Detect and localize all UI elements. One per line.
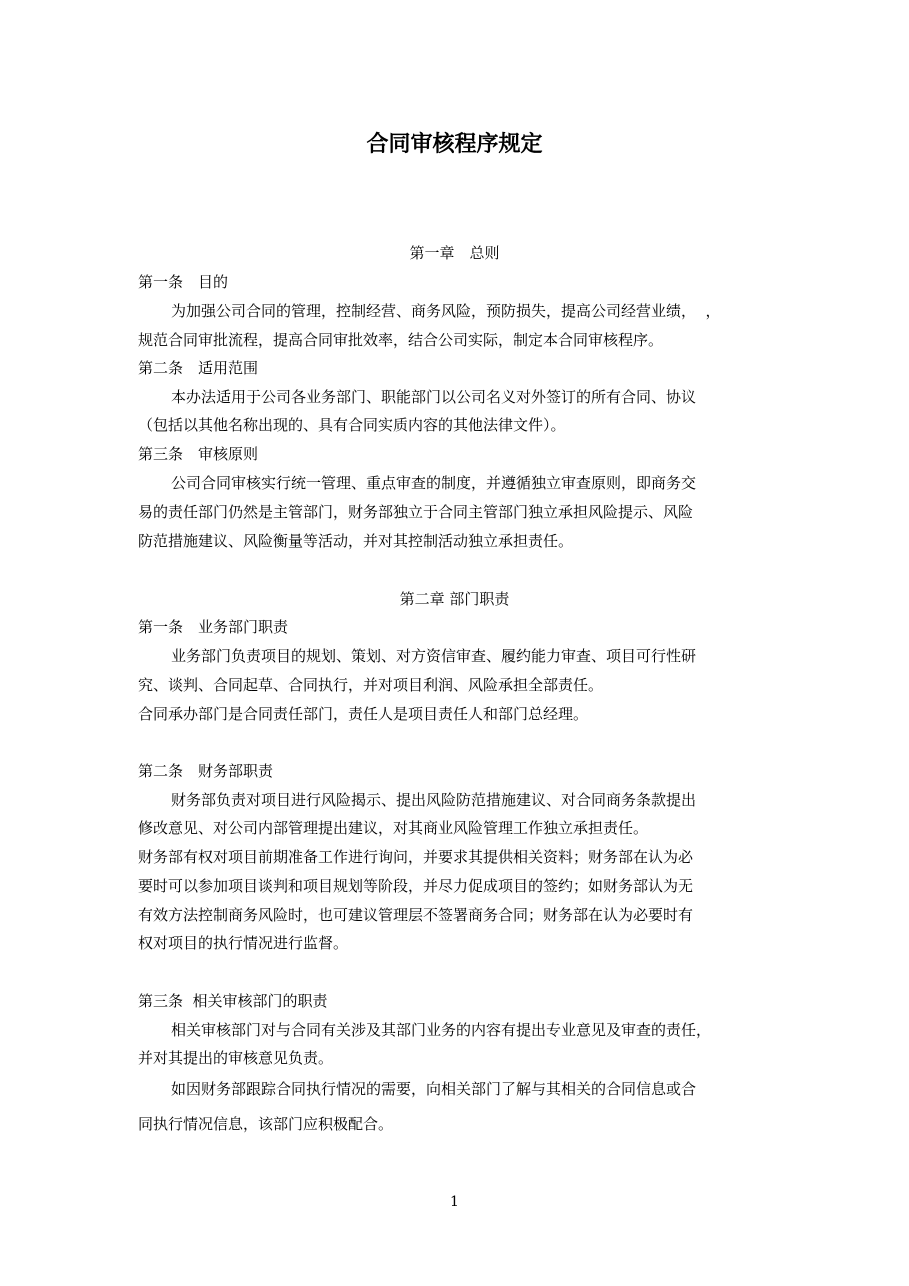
- article-heading: 第三条 审核原则: [138, 445, 259, 463]
- paragraph-line: 权对项目的执行情况进行监督。: [138, 934, 349, 952]
- chapter-2-heading: 第二章 部门职责: [399, 590, 510, 608]
- paragraph-line: （包括以其他名称出现的、具有合同实质内容的其他法律文件）。: [138, 416, 566, 434]
- paragraph-line: 要时可以参加项目谈判和项目规划等阶段，并尽力促成项目的签约；如财务部认为无: [138, 877, 694, 895]
- paragraph-line: 财务部负责对项目进行风险揭示、提出风险防范措施建议、对合同商务条款提出: [171, 791, 697, 809]
- paragraph-line: 修改意见、对公司内部管理提出建议，对其商业风险管理工作独立承担责任。: [138, 819, 649, 837]
- paragraph-line: 如因财务部跟踪合同执行情况的需要，向相关部门了解与其相关的合同信息或合: [171, 1080, 697, 1098]
- paragraph-line: 本办法适用于公司各业务部门、职能部门以公司名义对外签订的所有合同、协议: [171, 388, 697, 406]
- article-heading: 第三条 相关审核部门的职责: [138, 992, 328, 1010]
- paragraph-line: 防范措施建议、风险衡量等活动，并对其控制活动独立承担责任。: [138, 532, 574, 550]
- paragraph-line: 财务部有权对项目前期准备工作进行询问，并要求其提供相关资料；财务部在认为必: [138, 848, 694, 866]
- paragraph-line: 规范合同审批流程，提高合同审批效率，结合公司实际，制定本合同审核程序。: [138, 331, 664, 349]
- page-number: 1: [450, 1194, 459, 1210]
- paragraph-line: 易的责任部门仍然是主管部门，财务部独立于合同主管部门独立承担风险提示、风险: [138, 503, 694, 521]
- paragraph-line: 公司合同审核实行统一管理、重点审查的制度，并遵循独立审查原则，即商务交: [171, 474, 697, 492]
- paragraph-line: 为加强公司合同的管理，控制经营、商务风险，预防损失，提高公司经营业绩， ，: [171, 302, 721, 320]
- paragraph-line: 究、谈判、合同起草、合同执行，并对项目利润、风险承担全部责任。: [138, 676, 604, 694]
- document-title: 合同审核程序规定: [366, 132, 543, 157]
- paragraph-line: 相关审核部门对与合同有关涉及其部门业务的内容有提出专业意见及审查的责任，: [171, 1021, 712, 1039]
- paragraph-line: 有效方法控制商务风险时，也可建议管理层不签署商务合同；财务部在认为必要时有: [138, 906, 694, 924]
- article-heading: 第一条 目的: [138, 273, 229, 291]
- chapter-1-heading: 第一章 总则: [409, 244, 500, 262]
- paragraph-line: 业务部门负责项目的规划、策划、对方资信审查、履约能力审查、项目可行性研: [171, 647, 697, 665]
- article-heading: 第一条 业务部门职责: [138, 618, 289, 636]
- article-heading: 第二条 财务部职责: [138, 762, 274, 780]
- paragraph-line: 并对其提出的审核意见负责。: [138, 1049, 334, 1067]
- paragraph-line: 同执行情况信息，该部门应积极配合。: [138, 1115, 394, 1133]
- paragraph-line: 合同承办部门是合同责任部门，责任人是项目责任人和部门总经理。: [138, 705, 589, 723]
- article-heading: 第二条 适用范围: [138, 359, 259, 377]
